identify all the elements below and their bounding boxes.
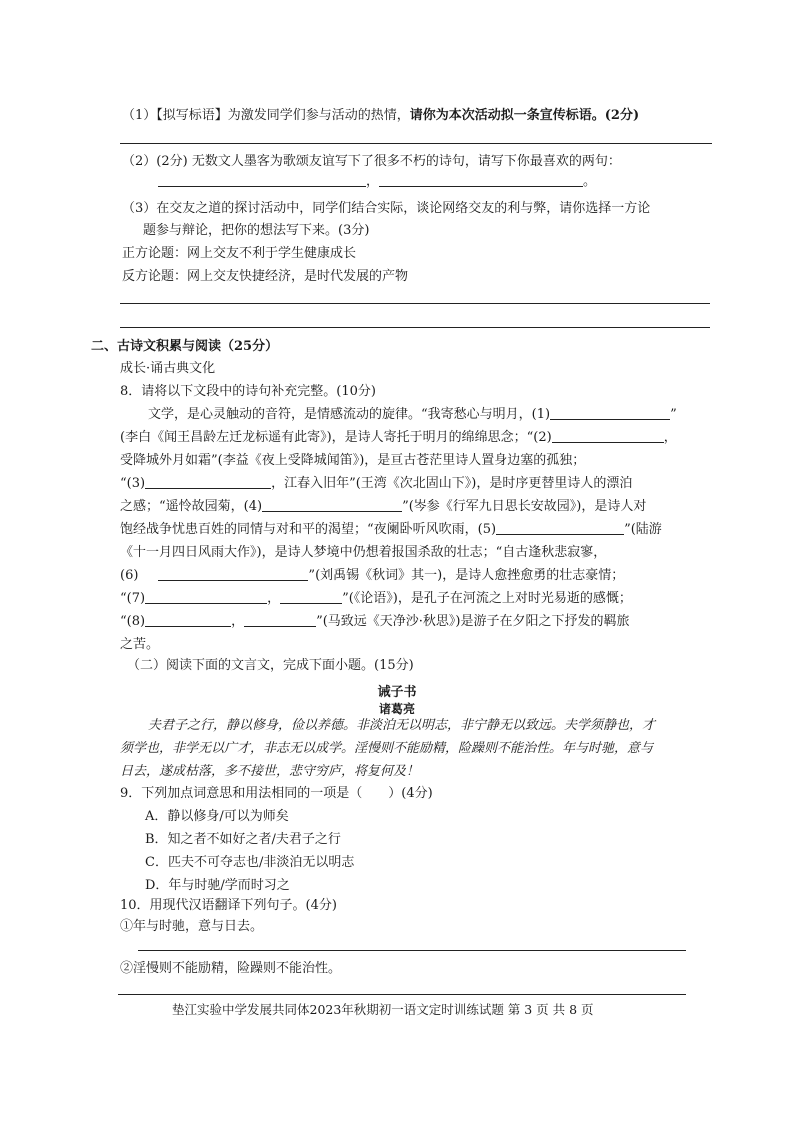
answer-line-q1[interactable] <box>120 143 712 144</box>
answer-line-q3-2[interactable] <box>120 327 710 328</box>
blank-8-2[interactable] <box>552 430 664 443</box>
q8-text: ”(《论语》)，是孔子在河流之上对时光易逝的感慨； <box>342 591 632 606</box>
q8-text: ，江春入旧年”(王湾《次北固山下》)，是时序更替里诗人的漂泊 <box>271 476 633 491</box>
question-1-bold: 请你为本次活动拟一条宣传标语。(2分) <box>409 108 640 123</box>
question-10-stem: 10．用现代汉语翻译下列句子。(4分) <box>120 898 337 913</box>
question-1 <box>122 108 639 124</box>
question-8-stem: 8．请将以下文段中的诗句补充完整。(10分) <box>120 384 376 399</box>
q2-comma: ， <box>366 174 380 189</box>
q8-line-1 <box>148 407 677 423</box>
q8-line-5 <box>120 499 646 515</box>
reading-para-2: 须学也，非学无以广才，非志无以成学。淫慢则不能励精，险躁则不能治性。年与时驰，意与 <box>120 741 654 756</box>
q8-text: ”(岑参《行军九日思长安故园》)，是诗人对 <box>402 499 647 514</box>
q8-text: ”(刘禹锡《秋词》其一)，是诗人愈挫愈勇的壮志豪情； <box>308 568 625 583</box>
blank-8-1[interactable] <box>550 407 670 420</box>
blank-q2-1[interactable] <box>158 174 366 187</box>
q8-text: 文学，是心灵触动的音符，是情感流动的旋律。“我寄愁心与明月，(1) <box>148 407 551 422</box>
q8-text: (李白《闻王昌龄左迁龙标遥有此寄》)，是诗人寄托于明月的绵绵思念；“(2) <box>120 430 552 445</box>
blank-8-5[interactable] <box>496 522 624 535</box>
q8-text: 饱经战争忧患百姓的同情与对和平的渴望；“夜阑卧听风吹雨，(5) <box>120 522 497 537</box>
q8-text: ， <box>267 591 281 606</box>
q8-text: ” <box>670 407 677 422</box>
q2-period: 。 <box>583 174 597 189</box>
section-2-heading: 二、古诗文积累与阅读（25分） <box>91 339 279 354</box>
q8-line-6 <box>120 522 662 538</box>
q9-option-d[interactable]: D．年与时驰/学而时习之 <box>145 878 290 893</box>
question-2: （2）(2分) 无数文人墨客为歌颂友谊写下了很多不朽的诗句，请写下你最喜欢的两句： <box>122 154 621 169</box>
question-3-line1: （3）在交友之道的探讨活动中，同学们结合实际，谈论网络交友的利与弊，请你选择一方论 <box>122 201 651 216</box>
page-footer: 垫江实验中学发展共同体2023年秋期初一语文定时训练试题 第 3 页 共 8 页 <box>172 1002 594 1017</box>
q8-line-11: 之苦。 <box>120 637 160 652</box>
q8-line-10 <box>120 614 630 630</box>
q8-line-2 <box>120 430 677 446</box>
q8-text: “(8) <box>120 614 146 629</box>
q9-option-a[interactable]: A．静以修身/可以为师矣 <box>145 809 289 824</box>
reading-title: 诫子书 <box>377 685 417 700</box>
blank-8-7a[interactable] <box>145 591 267 604</box>
q8-text: ”(陆游 <box>624 522 662 537</box>
answer-line-q10-1[interactable] <box>138 950 686 951</box>
q8-text: ， <box>231 614 245 629</box>
con-topic: 反方论题：网上交友快捷经济，是时代发展的产物 <box>122 269 409 284</box>
pro-topic: 正方论题：网上交友不利于学生健康成长 <box>122 246 357 261</box>
question-2-blanks <box>158 174 596 190</box>
answer-line-q3-1[interactable] <box>120 303 710 304</box>
question-1-prefix: （1）【拟写标语】为激发同学们参与活动的热情， <box>122 108 410 123</box>
blank-8-8a[interactable] <box>145 614 231 627</box>
q10-sentence-2: ②淫慢则不能励精，险躁则不能治性。 <box>120 961 342 976</box>
q8-line-4 <box>120 476 632 492</box>
reading-para-3: 日去，遂成枯落，多不接世，悲守穷庐，将复何及！ <box>120 764 420 779</box>
question-3-line2: 题参与辩论，把你的想法写下来。(3分) <box>143 223 370 238</box>
reading-author: 诸葛亮 <box>378 702 415 716</box>
q8-text: 之感；“遥怜故园菊，(4) <box>120 499 263 514</box>
answer-line-q10-2[interactable] <box>118 994 686 995</box>
blank-q2-2[interactable] <box>379 174 583 187</box>
blank-8-6[interactable] <box>158 568 308 581</box>
q9-option-b[interactable]: B．知之者不如好之者/夫君子之行 <box>145 832 341 847</box>
q8-text: ， <box>663 430 677 445</box>
question-9-stem: 9．下列加点词意思和用法相同的一项是（ ）(4分) <box>120 786 433 801</box>
q8-line-3: 受降城外月如霜”(李益《夜上受降城闻笛》)，是亘古苍茫里诗人置身边塞的孤独； <box>120 453 586 468</box>
blank-8-3[interactable] <box>145 476 271 489</box>
q8-text: “(3) <box>120 476 146 491</box>
blank-8-8b[interactable] <box>244 614 316 627</box>
q8-line-9 <box>120 591 632 607</box>
q8-line-8 <box>120 568 624 584</box>
reading-para-1: 夫君子之行，静以修身，俭以养德。非淡泊无以明志，非宁静无以致远。夫学须静也，才 <box>148 718 656 733</box>
q10-sentence-1: ①年与时驰，意与日去。 <box>120 919 264 934</box>
q8-text: “(7) <box>120 591 146 606</box>
blank-8-7b[interactable] <box>280 591 342 604</box>
reading-intro: （二）阅读下面的文言文，完成下面小题。(15分) <box>127 658 414 673</box>
q8-text: ”(马致远《天净沙·秋思》)是游子在夕阳之下抒发的羁旅 <box>316 614 630 629</box>
section-2-subheading: 成长·诵古典文化 <box>120 361 216 376</box>
blank-8-4[interactable] <box>262 499 402 512</box>
q9-option-c[interactable]: C．匹夫不可夺志也/非淡泊无以明志 <box>145 855 355 870</box>
q8-line-7: 《十一月四日风雨大作》)，是诗人梦境中仍想着报国杀敌的壮志；“自古逢秋悲寂寥， <box>120 545 607 560</box>
q8-text: (6) <box>120 568 139 583</box>
